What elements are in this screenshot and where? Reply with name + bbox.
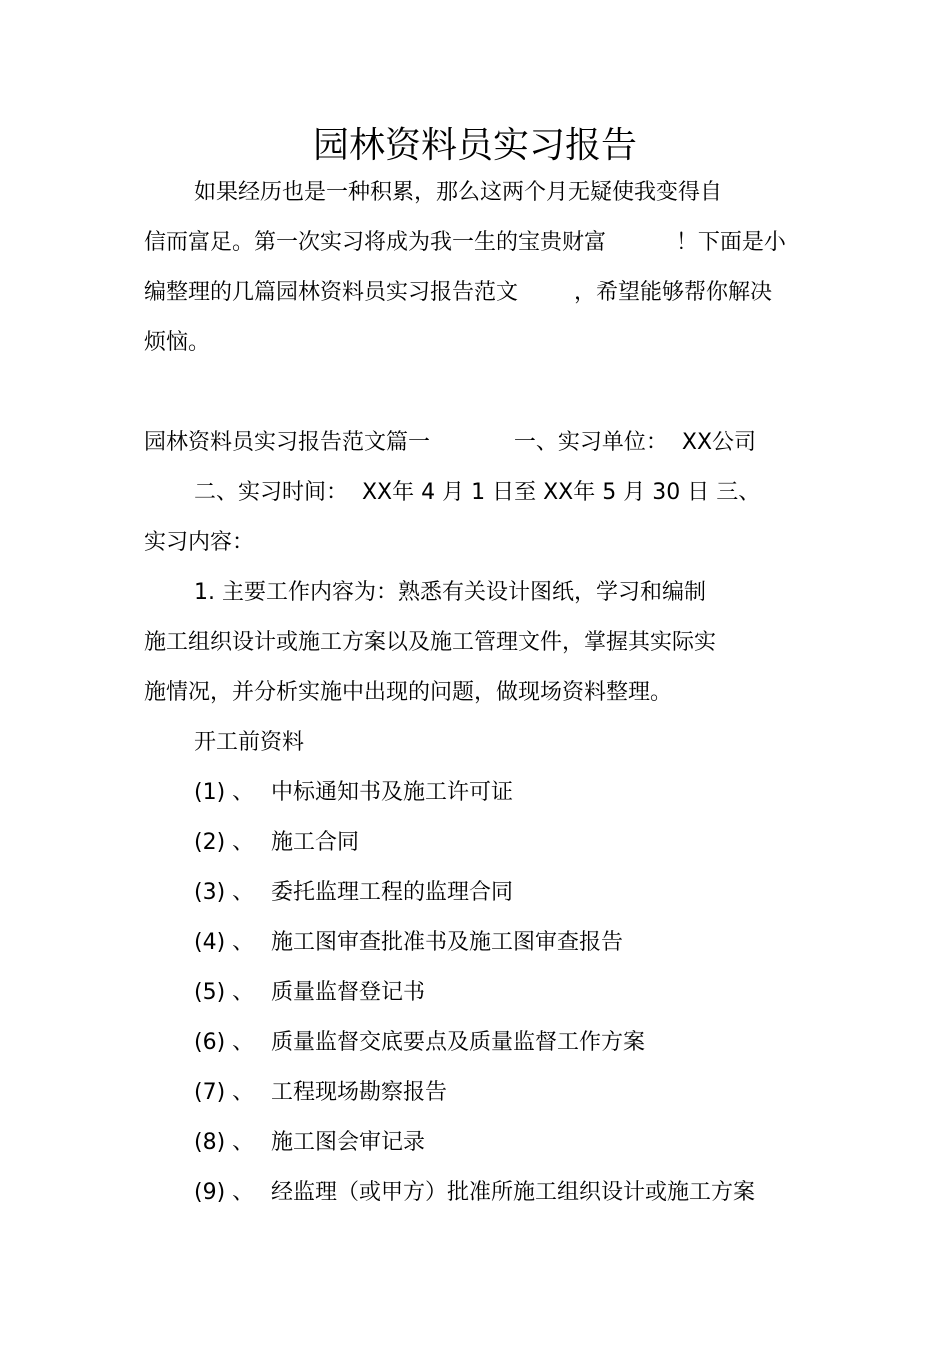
list-item-text: 施工合同: [271, 830, 360, 855]
list-item-text: 质量监督登记书: [271, 980, 426, 1005]
list-item-text: 施工图会审记录: [271, 1130, 426, 1155]
list-item-number: (2) 、: [194, 830, 255, 855]
intro-line-4: 烦恼。: [144, 330, 211, 355]
list-item-number: (8) 、: [194, 1130, 255, 1155]
intro-line-1: 如果经历也是一种积累，那么这两个月无疑使我变得自: [194, 180, 723, 205]
section-heading: 园林资料员实习报告范文篇一 一、实习单位： XX公司: [144, 430, 757, 455]
list-item-text: 中标通知书及施工许可证: [271, 780, 514, 805]
pre-construction-heading: 开工前资料: [194, 730, 305, 755]
work-line-1: 1. 主要工作内容为：熟悉有关设计图纸，学习和编制: [194, 580, 706, 605]
list-item-text: 施工图审查批准书及施工图审查报告: [271, 930, 624, 955]
page-title: 园林资料员实习报告: [312, 125, 637, 166]
list-item-text: 经监理（或甲方）批准所施工组织设计或施工方案: [271, 1180, 756, 1205]
list-item-text: 质量监督交底要点及质量监督工作方案: [271, 1030, 646, 1055]
list-item-number: (3) 、: [194, 880, 255, 905]
work-line-3: 施情况，并分析实施中出现的问题，做现场资料整理。: [144, 680, 673, 705]
list-item-number: (9) 、: [194, 1180, 255, 1205]
list-item-text: 工程现场勘察报告: [271, 1080, 448, 1105]
list-item-number: (6) 、: [194, 1030, 255, 1055]
intro-line-2: 信而富足。第一次实习将成为我一生的宝贵财富 ！下面是小: [144, 230, 786, 255]
intro-line-3: 编整理的几篇园林资料员实习报告范文 ，希望能够帮你解决: [144, 280, 772, 305]
content-label: 实习内容：: [144, 530, 255, 555]
list-item-text: 委托监理工程的监理合同: [271, 880, 514, 905]
list-item-number: (7) 、: [194, 1080, 255, 1105]
list-item-number: (4) 、: [194, 930, 255, 955]
list-item-number: (5) 、: [194, 980, 255, 1005]
internship-time: 二、实习时间： XX年 4 月 1 日至 XX年 5 月 30 日 三、: [194, 480, 761, 505]
list-item-number: (1) 、: [194, 780, 255, 805]
work-line-2: 施工组织设计或施工方案以及施工管理文件，掌握其实际实: [144, 630, 717, 655]
